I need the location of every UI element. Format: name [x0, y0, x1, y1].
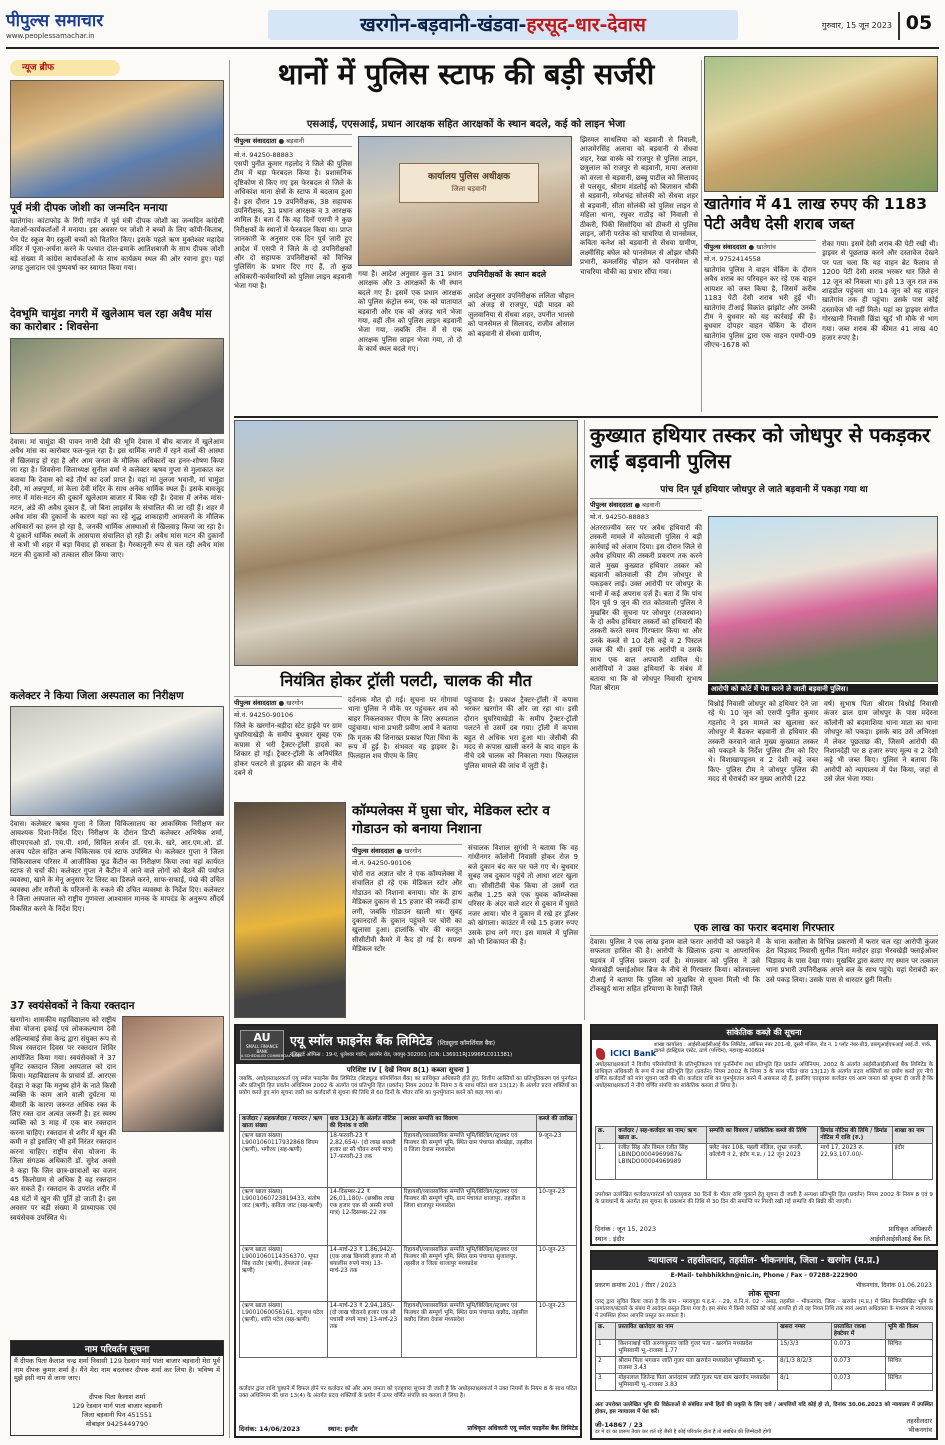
brief1-body: खातेगांव। कांटाफोड़ के रिंगी गार्डन में पूर्व मंत्री दीपक जोशी का जन्मदिन कांग्रेसी नेताओं-कार्यकर्ताओं ने मनाया। इस अवसर पर जोशी ने बच्चों के लिए कॉपी-किताब, पेन पेंट स्कूल बैग स्कूली बच्चों को वितरित किए। इसके पहले ऋण मुक्तेश्वर महादेव मंदिर में पूजा-अर्चना करने के पश्चात दोल-ढमाके आतिशबाजी के साथ दीपक जोशी बड़े संख्या में कांग्रेस कार्यकर्ताओं के साथ कार्यक्रम स्थल की ओर रवाना हुए। यहां जगह तुलादान एवं पुष्पवर्षा कर स्वागत किया गया।	[10, 217, 224, 273]
trolley-byline-source: पीपुल्स संवाददाता	[234, 699, 277, 707]
name-change-signature: दीपक पिता कैलाश शर्मा	[88, 1393, 146, 1401]
table-row	[240, 1246, 577, 1302]
au-cell-possession: 10-जून-23	[536, 1302, 576, 1358]
icici-cell-branch: इंदौर	[892, 1144, 932, 1180]
court-fineprint: दर मे दर का प्रारूप तैयार कर शर्त रहे जैसी है कोई परिवर्तन होता है तो संबंधित की जिम्मेदारी होगी	[595, 1429, 772, 1435]
smuggler-col2: विश्नोई निवासी जोधपुर को हथियार देने जा रहे थे। 10 जून को एसपी पुनीत कुमार गहलोद ने इस मामले का खुलासा कर जोधपुर में बैठकर बड़वानी से हथियार की तस्करी करवाने वाले मुख्य कुख्यात तस्कर को पकड़ने के निर्देश पुलिस टीम को दिए थे। विशाखापट्टनम व 2 देशी कट्टे जब्त किए- पुलिस टीम ने जोधपुर पुलिस की मदद से घेराबंदी कर मुख्य आरोपी (22	[708, 700, 818, 784]
brief4	[10, 1000, 224, 1338]
icici-place: स्थान : इंदौर	[595, 1235, 625, 1243]
au-cell-borrower: (ऋण खाता संख्या) L9001060117932868 शिवम (ऋणी), भगीरथ (सह-ऋणी)	[240, 1132, 328, 1188]
icici-footer: उपरोक्त उल्लेखित कर्जदार/गारंटर्स को एतद्द्वारा 30 दिनों के भीतर राशि चुकाने हेतु सूचना दी जाती है अन्यथा प्रतिभूति हित (प्रवर्तन) नियम 2002 के नियम 8 एवं 9 के प्रावधानों के अंतर्गत इस सूचना के प्रकाशन की तिथि से 30 दिन की समाप्ति पर गिरवी रखी गई सम्पत्ति की बिक्री की जाएगी।	[595, 1192, 933, 1205]
liquor-headline: खातेगांव में 41 लाख रुपए की 1183 पेटी अवैध देसी शराब जब्त	[704, 195, 928, 233]
court-footer: अतः उपरोक्त उल्लेखित भूमि की विक्रेताओं से संबंधित सभी हितों की प्रकृति के लिए दावे / आपत्तियों यदि कोई हो तो, दिनांक 30.06.2023 को न्यायालय में उपस्थित होकर, इस न्यायालय में पेश करें।	[595, 1402, 933, 1415]
trolley-col2: दर्दनाक मौत हो गई। सूचना पर गोगावां थाना पुलिस ने मौके पर पहुंचकर शव को बाहर निकलवाकर पीएम के लिए अस्पताल पहुंचाया। थाना प्रभारी प्रवीण आर्य ने बताया कि मृतक की शिनाख्त प्रकाश पिता चिंधा के रूप में हुई है। संभवतः वह ड्राइवर है। फिलहाल शव पीएम के लिए	[348, 696, 458, 761]
right-column-divider	[701, 60, 702, 412]
meat-shop-photo	[10, 338, 224, 434]
court-table-header	[596, 1323, 933, 1340]
court-cell-sno: 2	[596, 1357, 616, 1374]
brief4-body: खरगोन। शासकीय महाविद्यालय को राष्ट्रीय सेवा योजना इकाई एवं लोककल्याण देवी अहिल्याबाई सेवा केन्द्र द्वारा संयुक्त रूप से विश्व रक्तदान दिवस पर रक्तदान शिविर आयोजित किया गया। स्वयंसेवकों ने 37 यूनिट रक्तदान जिला अस्पताल को दान किया। महाविद्यालय के प्राचार्य डॉ. आरएस देवड़ा ने कहा कि मनुष्य होने के नाते किसी व्यक्ति के काम आने वाली दुर्घटना या बीमारी के कारण जरूरत अधिक रक्त के लिए रक्त दान अत्यंत जरूरी है। हर स्वस्थ व्यक्ति को 3 माह में एक बार रक्तदान करना चाहिए। रक्तदान से शरीर में खून की कमी न हो इसलिए भी हमें निरंतर रक्तदान करना चाहिए। राष्ट्रीय सेवा योजना के जिला संगठक अधिकारी डॉ. सुरेश अवसे ने कहा कि जिन छात्र-छात्राओं का वजन 45 किलोग्राम से अधिक है वह रक्तदान कर सकते हैं। रक्तदान के उपरांत शरीर में 48 घंटों में खून की पूर्ति हो जाती है। इस अवसर पर बड़ी संख्या में प्राध्यापक एवं स्वयंसेवक उपस्थित थे।	[10, 1016, 116, 1222]
au-title-main: एयू स्मॉल फाइनेंस बैंक लिमिटेड	[290, 1033, 433, 1048]
court-cell-type: सिंचित	[885, 1374, 932, 1391]
icici-th-borrower: कर्जदार / सह-कर्जदार का नाम/ ऋण खाता क्र.	[616, 1127, 707, 1144]
au-cell-possession: 9-जून-23	[536, 1132, 576, 1188]
lead-col1: एसपी पुनीत कुमार गहलोद ने जिले की पुलिस टीम में बड़ा फेरबदल किया है। प्रशासनिक दृष्टिकोण से किए गए इस फेरबदल से जिले के अधिकांश थाना क्षेत्रों के स्टाफ में बदलाव हुआ है। इस दौरान 19 उपनिरीक्षक, 38 सहायक उपनिरीक्षक, 31 प्रधान आरक्षक व 3 आरक्षक शामिल हैं। बता दें कि यह दिनों एसपी ने कुछ निरीक्षकों के स्थानों में फेरबदल किया था। प्राप्त जानकारी के अनुसार एक दिन पूर्व जारी हुए आदेश में एसपी ने जिले के दो उपनिरीक्षकों और दो सहायक उपनिरीक्षकों को विभिन्न पुलिसिंग के प्रभार दिए गए हैं, तो कुछ अधिकारी-कर्मचारियों को पुलिस लाइन बड़वानी भेजा गया है।	[234, 160, 352, 291]
theft-col1: चोरों रात अज्ञात चोर ने एक कॉम्पलेक्स में संचालित हो रहे एक मेडिकल स्टोर और गोडाउन को निशाना बनाया। चोर के हाथ मेडिकल दुकान से 15 हजार की नकदी हाथ लगी, जबकि गोडाउन खाली था। सुबह दुकानदारों के दुकान पहुंचने पर चोरी का खुलासा हुआ। हालांकि चोर की करतूत सीसीटीवी कैमरे में कैद हो गई है। सपना मेडिकल स्टोर	[352, 870, 462, 954]
lead-subhead: एसआई, एएसआई, प्रधान आरक्षक सहित आरक्षकों के स्थान बदले, कई को लाइन भेजा	[306, 119, 626, 130]
sidebar-divider	[229, 60, 230, 1438]
icici-cell-property: फ्लैट नंबर 108, पहली मंजिल, शुभ्रा जनवी, कॉलोनी नं 2, इंदौर म.प्र. / 12 जून 2023	[707, 1144, 818, 1180]
au-th-possession: कब्जे की तारीख	[536, 1115, 576, 1132]
lead-headline: थानों में पुलिस स्टाफ की बड़ी सर्जरी	[277, 57, 655, 91]
icici-cell-borrower: रंजीत सिंह और विमल रंजीत सिंह LBINDO0004969987& LBINDO00004969989	[616, 1144, 707, 1180]
news-brief-text: न्यूज ब्रीफ	[22, 63, 55, 73]
court-ref: जी-14867 / 23	[595, 1421, 643, 1429]
overturned-tractor-photo	[234, 420, 578, 666]
arrest-col1: देवास। पुलिस ने एक लाख इनाम वाले फरार आरोपी को पकड़ने में सफलता हासिल की है। आरोपी के खिलाफ हत्या व आपराधिक षड़यंत्र में पुलिस प्रकरण दर्ज है। मंगलवार को पुलिस ने उसे भैरवखेड़ी फ्लाईओवर ब्रिज के नीचे से गिरफ्तार किया। कोतवाल्ला टीआई ने बताया कि पुलिस को मुखबिर से सूचना मिली थी कि टोंकखुर्द थाना सहित हरियाणा के रेवाड़ी जिले	[590, 938, 760, 994]
liquor-col2: रोका गया। इसमें देसी शराब की पेटी रखी थी। ड्राइवर से पूछताछ करने और दस्तावेज देखने पर पता चला कि यह वाहन ब्रेट फैलाव से 1200 पेटी देसी शराब भरकर धार जिले से 12 जून को निकला था। इसे 13 जून रात तक शाहडोल पहुंचना था। 14 जून को यह वाहन खातेगांव तक ही पहुंचा। उसके पास कोई दस्तावेज भी नहीं मिले। यहां का ड्राइवर संगीत गोरखानी निवासी छिंडा खुर्द भी मौके से भाग गया। जब्त शराब की कीमत 41 लाख 40 हजार रुपए है।	[822, 240, 938, 343]
liquor-story	[704, 194, 938, 414]
icici-notice	[590, 1024, 938, 1246]
icici-date: दिनांक : जून 15, 2023	[595, 1225, 657, 1233]
au-cell-notice: 14-दिसम्बर-22 ₹ 26,01,180/- (छब्बीस लाख एक हजार एक सौ अस्सी रुपये मात्र) 12-दिसम्बर-22 तक	[327, 1188, 401, 1246]
brief4-headline: 37 स्वयंसेवकों ने किया रक्तदान	[10, 1000, 135, 1012]
court-notice-title: लोक सूचना	[748, 1289, 780, 1298]
court-th-khasra: खसरा नम्बर	[777, 1323, 831, 1340]
au-th-property: स्थावर सम्पत्ति का विवरण	[401, 1115, 536, 1132]
trolley-byline-mobile: मो.नं. 94250-90106	[234, 711, 294, 719]
liquor-seizure-photo	[704, 56, 938, 192]
table-row	[240, 1188, 577, 1246]
brief3-body: देवास। कलेक्टर ऋषव गुप्ता ने जिला चिकित्सालय का आकस्मिक निरीक्षण कर आवश्यक दिशा-निर्देश दिए। निरीक्षण के दौरान डिप्टी कलेक्टर अभिषेक शर्मा, सीएमएचओ डॉ. एम.पी. शर्मा, सिविल सर्जन डॉ. एस.के. खरे, आर.एम.ओ. डॉ. अजय पटेल सहित अन्य चिकित्सक एवं स्टाफ उपस्थित थे। कलेक्टर गुप्ता ने जिला चिकित्सालय परिसर में आजीविका फूड कैंटीन का निरीक्षण किया तथा वहां कार्यरत स्टाफ से चर्चा की। कलेक्टर गुप्ता ने कैंटीन में आने वाले लोगों को बैठने की पर्याप्त व्यवस्था, खाने के मेनू अनुसार रेट लिस्ट का डिस्प्ले करने, साफ-सफाई, पंखे की उचित व्यवस्था और मरीजों के परिजनों के रुकने की उचित व्यवस्था के निर्देश दिए। कलेक्टर ने जिला अस्पताल को राष्ट्रीय गुणवत्ता आश्वासन मानक के मापदंड के अनुरूप सौंदर्य विकसित करने के निर्देश दिए।	[10, 820, 224, 913]
court-cell-area: 0.073	[831, 1340, 885, 1357]
brief3-headline: कलेक्टर ने किया जिला अस्पताल का निरीक्षण	[10, 690, 184, 702]
sp-office-photo	[358, 136, 572, 266]
region-title-banner	[268, 10, 738, 40]
court-cell-name: किशनाबाई पति अरुणकुमार जाति गुजर पता - खरगोन मध्यप्रदेश भूमिस्वामी भू.-राजस्व 1.77	[616, 1340, 778, 1357]
court-th-area: प्रस्तावित रकबा हेक्टेयर में	[831, 1323, 885, 1340]
smuggler-story	[590, 420, 938, 920]
au-place: स्थान: इन्दौर	[328, 1425, 358, 1433]
court-cell-khasra: 15/3/3	[777, 1340, 831, 1357]
theft-byline: पीपुल्स संवाददाता ● खरगोन	[352, 844, 462, 857]
court-cell-khasra: 8/1	[777, 1374, 831, 1391]
au-th-notice: धारा 13(2) के अंतर्गत नोटिस की दिनांक व राशि	[327, 1115, 401, 1132]
masthead-logo-block	[6, 8, 154, 50]
name-change-mobile: मोबाइल 9425449790	[86, 1420, 148, 1428]
brief2-body: देवास। मां चामुंडा की पावन नगरी देवी की भूमि देवास में बीच बाजार में खुलेआम अवैध मांस का कारोबार फल-फूल रहा है। इस धार्मिक नगरी में रहने वालों की आस्था से खिलवाड़ हो रहा है और आम जनता के मौलिक अधिकारों का हनन-शोषण किया जा रहा है। शिवसेना जिलाध्यक्ष सुनील वर्मा ने कलेक्टर ऋषव गुप्ता से मुलाकात कर बताया कि देवास को बड़े तीर्थ का दर्जा प्राप्त है। यहां मां तुलजा भवानी, मां चामुंडा देवी, मां अन्नपूर्णा, मां केला देवी मंदिर के साथ अनेक धार्मिक स्थल हैं। इसके बावजूद नगर में मांस-मटन की दुकानें खुलेआम बाजार में बिक रही हैं। देवास में अनेक मांस-मटन, अंडे की अवैध दुकान हैं, जो बिना लाइसेंस के संचालित की जा रही हैं। शहर में अवैध मांस की दुकानों के कारण यहां का रहे शुद्ध शाकाहारी आमजनों के मौलिक अधिकारों का हनन हो रहा है, जनकी धार्मिक आस्थाओं से खिलवाड़ किया जा रहा है। ये दुकानें धार्मिक स्थलों के आसपास संचालित हो रही हैं। अवैध मांस मटन की दुकानों से कभी भी शहर में बड़ा विवाद हो सकता है। गैरकानूनी रूप से चल रही अवैध मांस मटन की दुकानों को तत्काल सील किया जाए।	[10, 438, 224, 559]
court-cell-type: सिंचित	[885, 1340, 932, 1357]
au-cell-possession: 10-जून-23	[536, 1188, 576, 1246]
au-cell-borrower: (ऋण खाता संख्या) L9001060114356370, भूपत सिंह राठौर (ऋणी), हेमलता (सह-ऋणी)	[240, 1246, 328, 1302]
table-row	[240, 1302, 577, 1358]
court-cell-sno: 3	[596, 1374, 616, 1391]
sp-office-sign-line2: जिला बड़वानी	[451, 185, 487, 193]
icici-logo-icon	[596, 1048, 605, 1060]
au-logo-short: AU	[253, 1031, 271, 1044]
name-change-title: नाम परिवर्तन सूचना	[11, 1341, 223, 1356]
theft-byline-source: पीपुल्स संवाददाता	[352, 847, 395, 855]
au-cell-borrower: (ऋण खाता संख्या) L9001060723819433, संतोष जाट (ऋणी), कविता जाट (सह-ऋणी)	[240, 1188, 328, 1246]
lead-story	[234, 56, 698, 414]
page-number: 05	[898, 12, 938, 40]
au-intro: जबकि, अधोहस्ताक्षरकर्ता एयू स्मॉल फाइनेंस बैंक लिमिटेड (शिड्यूल्ड कॉमर्शियल बैंक) का प्राधिकृत अधिकारी होते हुए, वित्तीय आस्तियों का प्रतिभूतिकरण एवं पुनर्गठन और प्रतिभूति हित प्रवर्तन अधिनियम 2002 के अंतर्गत एवं प्रतिभूति हित (प्रवर्तन) नियम 2002 के नियम 3 के साथ पठित धारा 13(12) के अंतर्गत प्रदत्त शक्तियों का प्रयोग करते हुए मांग सूचना जारी कर कर्जदारों से सूचना की तिथि से 60 दिनों के भीतर राशि का पुनर्भुगतान करने को कहा गया था।	[239, 1076, 577, 1096]
lead-photo-caption: उपनिरीक्षकों के स्थान बदले	[468, 270, 547, 279]
brief1-headline: पूर्व मंत्री दीपक जोशी का जन्मदिन मनाया	[10, 202, 168, 214]
trolley-byline: पीपुल्स संवाददाता ● खरगोन	[234, 696, 342, 709]
website-link[interactable]: www.peoplessamachar.in	[6, 32, 95, 40]
sp-office-sign-line1: कार्यालय पुलिस अधीक्षक	[427, 172, 511, 182]
icici-brand: ICICI Bank	[610, 1049, 657, 1058]
region-title-part2: हरसूद-धार-देवास	[526, 14, 646, 36]
icici-cell-demand: मार्च 17, 2023 रु. 22,93,107.00/-	[818, 1144, 892, 1180]
hospital-inspection-photo	[10, 706, 224, 816]
court-cell-area: 0.073	[831, 1357, 885, 1374]
lead-col3: आदेश अनुसार उपनिरीक्षक ललिता चौहान को अंजड़ से राजपुर, पंद्री यादव को जुलवानिया से सेंधवा शहर, उपनीत भालसे को पानसेमल से सिलावद, राजीव ओसाल को बड़वानी से सेंधवा ग्रामीण,	[468, 292, 574, 338]
name-change-address: 129 रेडवान मार्ग पाता बाजार बड़वानी	[71, 1402, 163, 1410]
theft-headline: कॉम्पलेक्स में घुसा चोर, मेडिकल स्टोर व गोडाउन को बनाया निशाना	[352, 803, 550, 837]
au-reg-office: रजिस्टर्ड ऑफिस : 19-ए, धूलेश्वर गार्डन, अजमेर रोड, जयपुर-302001 (CIN: L36911RJ1996PLC011381)	[290, 1052, 513, 1058]
smuggler-col1: अंतरराज्यीय स्तर पर अवैध हथियारों की तस्करी मामले में कोतवाली पुलिस ने बड़ी कार्रवाई को अंजाम दिया। इस दौरान जिले से अवैध हथियार की तस्करी प्रकरण तक करने वाले मुख्य कुख्यात हथियार तस्कर को बड़वानी कोतवाली की टीम जोधपुर से पकड़कर लाई। उक्त आरोपी पर जोधपुर के थानों में कई अपराध दर्ज हैं। बता दें कि पांच दिन पूर्व 9 जून की रात कोतवाली पुलिस ने मुखबिर की सूचना पर जोधपुर (राजस्थान) के दो अवैध हथियार तस्करों को हथियारों की तस्करी करते समय गिरफ्तार किया था और उनके कब्जे से 10 देशी कट्टे व 2 पिस्टल जब्त की थी। इसमें एक आरोपी व उसके साथ एक बाल अपचारी शामिल थे। आरोपियों ने उक्त हथियारों के संबंध में बताया था कि वो जोधपुर निवासी सुभाष पिता श्रीराम	[590, 524, 702, 692]
issue-date: गुरुवार, 15 जून 2023	[821, 21, 892, 30]
trolley-story	[234, 420, 578, 800]
icici-th-property: सम्पत्ति का विवरण / सांकेतिक कब्जे की तिथि	[707, 1127, 818, 1144]
brief1	[10, 202, 224, 306]
court-th-sno: क्र.	[596, 1323, 616, 1340]
court-order-date: भीकनगांव, दिनांक 01.06.2023	[855, 1282, 932, 1289]
icici-body: अधोहस्ताक्षरकर्ता ने वित्तीय परिसंपत्तियों के प्रतिभूतिकरण एवं पुनर्निर्माण तथा प्रतिभूति हित प्रवर्तन अधिनियम, 2002 के अंतर्गत आईसीआईसीआई बैंक लिमिटेड के प्राधिकृत अधिकारी के रूप में तथा प्रतिभूति हित (प्रवर्तन) नियम 2002 के नियम 3 के साथ पठित धारा 13(12) के अंतर्गत प्रदत्त शक्तियों का प्रयोग करते हुए नीचे वर्णित कर्जदारों को मांग सूचना जारी की थी। कर्जदार राशि का पुनर्भुगतान करने में असफल रहे हैं, इसलिए एतद्द्वारा कर्जदार एवं आम जनता को सूचना दी जाती है कि अधोहस्ताक्षरकर्ता ने नीचे वर्णित संपत्ति का सांकेतिक कब्जा ले लिया है।	[595, 1062, 933, 1089]
theft-col2: संचालक विशाल सुगंधी ने बताया कि वह गांधीनगर कॉलोनी निवासी होकर रोज 9 बजे दुकान बंद कर घर चले गए थे। बुधवार सुबह जब दुकान पहुंचे तो आधा शटर खुला था। सीसीटीवी चेक किया तो उसमें रात करीब 1.25 बजे एक युवक कॉम्प्लेक्स परिसर के अंदर वाले शटर से दुकान में घुसते नजर आया। चोर ने दुकान में रखे हर ड्रॉअर को खंगाला। काउंटर में रखे 15 हजार रुपए उसके हाथ लगे गए। इस मामले में पुलिस को भी शिकायत की है।	[468, 844, 578, 947]
court-intro: एतद् द्वारा सूचित किया जाता है कि ग्राम - मगरागुडा प.ह.नं. - 29, रा.नि.मं. 02 - अबड़, तहसील - भीकनगांव, जिला - खरगोन (म.प्र.) में स्थित निम्नलिखित भूमि के नामांतरण/बंटवारे के संबंध में आवेदन प्रस्तुत किया गया है। इस संबंध में किसी व्यक्ति को कोई आपत्ति हो तो वह नियत तिथि तक स्वयं अथवा अधिवक्ता के माध्यम से न्यायालय में उपस्थित होकर आपत्ति प्रस्तुत कर सकता है।	[595, 1299, 933, 1319]
theft-byline-mobile: मो.नं. 94250-90106	[352, 859, 412, 867]
icici-table	[595, 1126, 933, 1180]
court-cell-khasra: 8/1/3 8/2/3	[777, 1357, 831, 1374]
arrest-brief	[590, 922, 938, 1020]
brief2	[10, 308, 224, 688]
arrest-headline: एक लाख का फरार बदमाश गिरफ्तार	[590, 922, 938, 936]
court-cell-name: श्रीराम पिता भगवान जाति गुजर पता खरगोन मध्यप्रदेश भूमिस्वामी भू.-राजस्व 3.43	[616, 1357, 778, 1374]
name-change-body: मैं दीपक पिता कैलाश चन्द्र शर्मा निवासी 129 रेडवान मार्ग पाता बाजार बड़वानी मेरा पूर्व नाम दीपक कुमार शर्मा है। मैंने मेरा नाम बदलकर दीपक शर्मा कर लिया है। भविष्य में मुझे इसी नाम से जाना जाए।	[14, 1357, 220, 1382]
au-th-borrower: कर्जदार / सहकर्जदार / गारन्टर / ऋण खाता संख्या	[240, 1115, 328, 1132]
lead-col4: झिरमल साथलिया को बड़वानी से निवाली, आजमेरसिंह अलावा को बड़वानी से सेंधवा शहर, रेखा वास्के को राजपुर से पुलिस लाइन, छत्रुलाल को राजपुर से बड़वानी, माया अलावा को वरला से बड़वानी, छब्बू पाटील को सिलावद से पलसूद, श्रीराम मंडलोई को बिजासन चौकी से बड़वानी, रमेशचंद्र सोलंकी को सेंधवा शहर से बड़वानी, सीता सोलंकी को पुलिस लाइन से महिला थाना, रघुवर राठौड़ को निवाली से ठीकरी, पिंकी सिसोदिया को ठीकरी से पुलिस लाइन, जॉनी परतेक को चाचरिया से पानसेमल, कविता कनेश को बड़वानी से सेंधवा ग्रामीण, लक्ष्मीसिंह बघेल को पानसेमल से ओझर चौकी प्रभारी, कमलसिंह चौहान को पानसेमल से चाचरिया चौकी का प्रभार सौंपा गया।	[580, 136, 698, 276]
lead-byline-mobile: मो.नं. 94250-88883	[234, 151, 294, 159]
court-th-name: प्रस्तावित खातेदार का नाम	[616, 1323, 778, 1340]
court-table	[595, 1322, 933, 1391]
birthday-photo	[10, 80, 224, 198]
au-cell-notice: 14-मार्च-23 ₹ 1,86,942/- (एक लाख छियासी हजार नौ सौ बयालीस रुपये मात्र) 13-मार्च-23 तक	[327, 1246, 401, 1302]
lead-byline: पीपुल्स संवाददाता ● बड़वानी	[234, 134, 352, 147]
icici-logo	[596, 1043, 657, 1059]
cctv-thief-photo	[234, 802, 346, 1018]
icici-th-sno: क्र.	[596, 1127, 616, 1144]
icici-th-branch: शाखा का नाम	[892, 1127, 932, 1144]
au-header	[236, 1026, 580, 1064]
au-cell-property: रिहायशी/व्यावसायिक सम्पत्ति भूमि/बिल्डिंग/स्ट्रक्चर एवं फिक्चर की सम्पूर्ण भूमि, स्थित ग्राम पंचायत कन्नौद, तहसील कन्नौद जिला देवास मध्यप्रदेश	[401, 1302, 536, 1358]
smuggler-byline-place: बड़वानी	[642, 501, 660, 509]
smuggler-photo-caption: आरोपी को कोर्ट में पेश करने ले जाती बड़वानी पुलिस।	[708, 684, 938, 695]
au-cell-possession: 10-जून-23	[536, 1246, 576, 1302]
au-footer: कर्जदार द्वारा राशि चुकाने में विफल होने पर कर्जदार को और आम जनता को एतद्द्वारा सूचना दी जाती है कि अधोहस्ताक्षरकर्ता ने उक्त नियमों के नियम 8 के साथ पठित उक्त अधिनियम की धारा 13(4) के अंतर्गत प्रदत्त शक्तियों के प्रयोग में ऊपर वर्णित संपत्ति का कब्जा ले लिया है।	[239, 1386, 577, 1399]
au-appendix: परिशिष्ट IV [ देखें नियम 8(1) कब्जा सूचना ]	[346, 1066, 470, 1074]
lead-byline-place: बड़वानी	[286, 137, 304, 145]
table-row	[596, 1144, 933, 1180]
sp-office-sign	[399, 163, 539, 203]
masthead-rule	[6, 47, 939, 49]
news-brief-label	[10, 60, 120, 76]
table-row	[596, 1340, 933, 1357]
au-cell-property: रिहायशी/व्यावसायिक सम्पत्ति भूमि/बिल्डिंग/स्ट्रक्चर एवं फिक्चर की सम्पूर्ण भूमि, स्थित ग्राम पंचायत सुजालपुर, तहसील व जिला शाजापुर मध्यप्रदेश	[401, 1246, 536, 1302]
court-cell-name: मोहनलाल जितेन्द्र पिता आनंदराम जाति गुजर पता ग्राम खरगोन मध्यप्रदेश भूमिस्वामी भू.-राजस्व 3.83	[616, 1374, 778, 1391]
icici-signatory-org: आईसीआईसीआई बैंक लि.	[869, 1235, 932, 1243]
au-title-suffix: (शिड्यूल्ड कॉमर्शियल बैंक)	[437, 1040, 496, 1047]
court-th-type: भूमि की किस्म	[885, 1323, 932, 1340]
sidebar	[6, 56, 226, 1440]
court-case-no: प्रकरण क्रमांक 201 / रीडर / 2023	[595, 1282, 677, 1289]
smuggler-byline-mobile: मो.नं. 94250-88883	[590, 513, 650, 521]
icici-table-header	[596, 1127, 933, 1144]
court-cell-type: सिंचित	[885, 1357, 932, 1374]
icici-signatory-role: प्राधिकृत अधिकारी	[888, 1225, 932, 1233]
smuggler-col3: वर्ष) सुभाष पिता श्रीराम विश्नोई निवासी कंजर ढाल ग्राम जोधपुर के पास मदेरना कॉलोनी को बदमाशिया थाना माता का थाना जोधपुर को पकड़ा। इसके बाद उसे अभिरक्षा में लेकर पूछताछ की, जिसमें आरोपी की निशानदेही पर 8 हजार रुपए मूल्य व 2 देशी कट्टे भी जब्त किए। पुलिस ने बताया कि आरोपी को न्यायालय में पेश किया, जहां से उसे जेल भेजा गया।	[824, 700, 938, 784]
au-logo-tag: A SCHEDULED COMMERCIAL BANK	[241, 1054, 302, 1058]
publication-logo[interactable]: पीपुल्स समाचार	[6, 11, 104, 31]
table-row	[240, 1132, 577, 1188]
trolley-col1: जिले के खरगोन-बड़ीदा स्टेट हाईवे पर ग्राम घुघरियाखेड़ी के समीप बुधवार सुबह एक कपास से भरी ट्रैक्टर-ट्रॉली हादसे का शिकार हो गई। ट्रैक्टर-ट्रॉली के अनियंत्रित होकर पलटने से ड्राइवर की वाहन के नीचे दबने से	[234, 722, 342, 778]
au-cell-notice: 14-मार्च-23 ₹ 2,94,185/- (दो लाख चौरानवे हजार एक सौ पचासी रुपये मात्र) 13-मार्च-23 तक	[327, 1302, 401, 1358]
masthead	[0, 0, 945, 56]
liquor-byline-mobile: मो.नं. 9752414558	[704, 255, 761, 263]
au-logo-sub: SMALL FINANCE BANK	[246, 1044, 278, 1054]
arrest-col2: के थाना कसौला के विभिन्न प्रकरणों में फरार चल रहा आरोपी कुंजर ढेरा चिड़ावद निवासी सुनील पिता मनोहर हाड़ा भैरवखेड़ी फ्लाईओवर चिड़ावद के पास देखा गया। मुखबिर द्वारा बताए गए स्थान पर तत्काल थाना प्रभारी उपनिरीक्षक अपने बल के साथ पहुंचे। यहां घेराबंदी कर उसे पकड़ लिया। उसके पास से धारदार छुरी मिली।	[766, 938, 938, 984]
center-divider	[584, 420, 585, 1020]
name-change-notice	[10, 1340, 224, 1436]
smuggler-subhead: पांच दिन पूर्व हथियार जोधपुर ले जाते बड़वानी में पकड़ा गया था	[660, 485, 868, 495]
au-table-header	[240, 1115, 577, 1132]
trolley-byline-place: खरगोन	[286, 699, 304, 707]
lead-byline-source: पीपुल्स संवाददाता	[234, 137, 277, 145]
region-title-part1: खरगोन-बड़वानी-खंडवा-	[360, 14, 527, 36]
trolley-col3: पहुंचाया है। प्रकाश ट्रैक्टर-ट्रॉली में कपास भरकर खरगोन की ओर जा रहा था। इसी दौरान घुघरियाखेड़ी के समीप ट्रैक्टर-ट्रॉली पलटने से उसमें दब गया। ट्रॉली में कपास बहुत से अधिक भरा हुआ था। जेसीबी की मदद से कपास खाली करने के बाद वाहन के नीचे दबे चालक को निकाला गया। फिलहाल पुलिस मामले की जांच में जुटी है।	[464, 696, 578, 770]
court-escort-photo	[708, 516, 938, 682]
au-cell-borrower: (ऋण खाता संख्या) L9001060056161, रघुनाथ पटेल (ऋणी), शांति पटेल (सह-ऋणी)	[240, 1302, 328, 1358]
au-date: दिनांक: 14/06/2023	[239, 1425, 301, 1433]
icici-header: सांकेतिक कब्ज़े की सूचना	[592, 1026, 936, 1040]
table-row	[596, 1357, 933, 1374]
brief2-headline: देवभूमि चामुंडा नगरी में खुलेआम चल रहा अवैध मांस का कारोबार : शिवसेना	[10, 308, 212, 333]
table-row	[596, 1374, 933, 1391]
court-signatory: तहसीलदार	[906, 1417, 932, 1425]
court-cell-area: 0.073	[831, 1374, 885, 1391]
smuggler-byline: पीपुल्स संवाददाता ● बड़वानी	[590, 498, 702, 511]
liquor-byline: पीपुल्स संवाददाता ● खातेगांव	[704, 240, 816, 253]
theft-byline-place: खरगोन	[404, 847, 422, 855]
mid-rule	[234, 416, 938, 418]
blood-donation-photo	[122, 1016, 224, 1132]
trolley-headline: नियंत्रित होकर ट्रॉली पलटी, चालक की मौत	[280, 671, 532, 690]
smuggler-byline-source: पीपुल्स संवाददाता	[590, 501, 633, 509]
au-title	[290, 1030, 578, 1049]
icici-th-demand: डिमांड नोटिस की तिथि / डिमांड नोटिस में राशि (रु.)	[818, 1127, 892, 1144]
au-cell-notice: 18-फरवरी-23 ₹ 2,82,654/- (दो लाख बयासी हजार छः सौ चौवन रुपये मात्र) 17-फरवरी-23 तक	[327, 1132, 401, 1188]
icici-branch: शाखा कार्यालय : आईसीआईसीआई बैंक लिमिटेड, ऑफिस नंबर 201-बी, दूसरी मंजिल, रोड नं. 1 प्लॉट नंबर-बी3, डब्ल्यूआईएफआई आई.टी. पार्क, वागले इंडस्ट्रियल एस्टेट, ठाणे (पश्चिम), महाराष्ट्र-400604	[654, 1042, 932, 1054]
liquor-byline-source: पीपुल्स संवाददाता	[704, 243, 747, 251]
icici-cell-sno: 1.	[596, 1144, 616, 1180]
liquor-byline-place: खातेगांव	[756, 243, 776, 251]
lead-col2: गया है। आदेश अनुसार कुल 31 प्रधान आरक्षक और 3 आरक्षकों के भी स्थान बदले गए हैं। इसमें एक प्रधान आरक्षक को पुलिस कंट्रोल रूम, एक को यातायात बड़वानी और एक को अंजड़ थाने भेजा गया, वहीं तीन को पुलिस लाइन बड़वानी भेजा गया, जबकि तीन में से एक आरक्षक पुलिस लाइन भेजा गया, तो दो के कार्य स्थल बदले गए।	[358, 270, 462, 354]
name-change-pin: जिला बड़वानी पिन 451551	[81, 1411, 153, 1419]
brief3	[10, 690, 224, 998]
court-notice	[590, 1250, 938, 1440]
au-signatory: प्राधिकृत अधिकारी एयू स्मॉल फाइनेंस बैंक लिमिटेड	[467, 1425, 578, 1432]
court-contact: E-Mail- tehbhikkhn@nic.in, Phone / Fax - 07288-222900	[670, 1272, 858, 1279]
theft-story	[234, 802, 578, 1020]
au-logo	[240, 1030, 302, 1060]
court-signatory-place: भीकनगांव	[908, 1426, 932, 1434]
au-cell-property: रिहायशी/व्यावसायिक सम्पत्ति भूमि/बिल्डिंग/स्ट्रक्चर एवं फिक्चर की सम्पूर्ण भूमि, स्थित ग्राम पंचायत बोरखेड़ा, तहसील व जिला देवास मध्यप्रदेश	[401, 1132, 536, 1188]
au-bank-notice	[234, 1024, 582, 1438]
au-cell-property: रिहायशी/व्यावसायिक सम्पत्ति भूमि/बिल्डिंग/स्ट्रक्चर एवं फिक्चर की सम्पूर्ण भूमि, ग्राम पंचायत शाजापुर, तहसील व जिला शाजापुर मध्यप्रदेश	[401, 1188, 536, 1246]
liquor-col1: खातेगांव पुलिस ने वाहन चेकिंग के दौरान अवैध शराब का परिवहन कर रहे एक वाहन आयशर को जब्त किया है, जिसमें करीब 1183 पेटी देसी शराब भरी हुई थी। खातेगांव टीआई विक्रांत झांझोट और उनकी टीम ने बुधवार को यह कार्रवाई की है। बुधवार दोपहर वाहन चेकिंग के दौरान खातेगांव पुलिस द्वारा एक वाहन एमपी-09 जीएच-1678 को	[704, 266, 816, 350]
court-title: न्यायालय - तहसीलदार, तहसील- भीकनगांव, जिला - खरगोन (म.प्र.)	[592, 1252, 936, 1270]
court-cell-sno: 1	[596, 1340, 616, 1357]
au-table	[239, 1114, 577, 1358]
smuggler-headline: कुख्यात हथियार तस्कर को जोधपुर से पकड़कर लाई बड़वानी पुलिस	[590, 423, 931, 473]
